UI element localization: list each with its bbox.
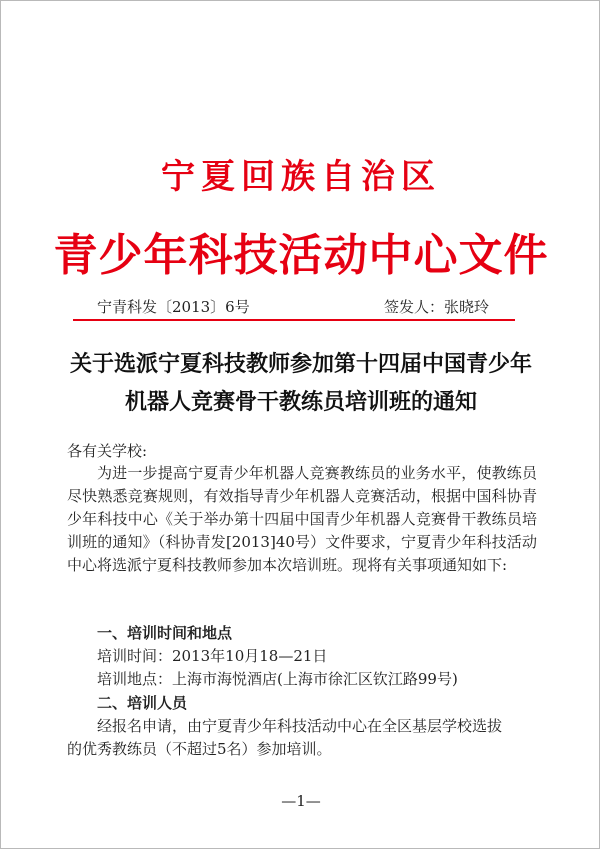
- signer: 签发人：张晓玲: [384, 298, 490, 316]
- intro-paragraph: 为进一步提高宁夏青少年机器人竞赛教练员的业务水平，使教练员尽快熟悉竞赛规则，有效指导青少年机器人竞赛活动，根据中国科协青少年科技中心《关于举办第十四届中国青少年机器人竞赛骨干教练员培训班的通知》（科协青发[2013]40号）文件要求，宁夏青少年科技活动中心将选派宁夏科技教师参加本次培训班。现将有关事项通知如下:: [67, 464, 537, 574]
- section-2-text-line-1: 经报名申请，由宁夏青少年科技活动中心在全区基层学校选拔: [97, 717, 503, 735]
- document-header-title: 青少年科技活动中心文件: [53, 230, 549, 281]
- notice-title-line-1: 关于选派宁夏科技教师参加第十四届中国青少年: [69, 351, 532, 377]
- document-number: 宁青科发〔2013〕6号: [97, 298, 250, 316]
- training-location: 培训地点：上海市海悦酒店(上海市徐汇区钦江路99号): [97, 670, 458, 688]
- section-2-text-line-2: 的优秀教练员（不超过5名）参加培训。: [67, 740, 332, 758]
- salutation: 各有关学校:: [67, 442, 148, 460]
- red-divider-line: [73, 319, 515, 321]
- section-1-heading: 一、培训时间和地点: [97, 624, 233, 642]
- notice-title-line-2: 机器人竞赛骨干教练员培训班的通知: [124, 389, 477, 415]
- org-header: 宁夏回族自治区: [161, 157, 441, 197]
- section-2-heading: 二、培训人员: [97, 694, 188, 712]
- page-number: —1—: [281, 792, 321, 810]
- training-time: 培训时间：2013年10月18—21日: [97, 647, 328, 665]
